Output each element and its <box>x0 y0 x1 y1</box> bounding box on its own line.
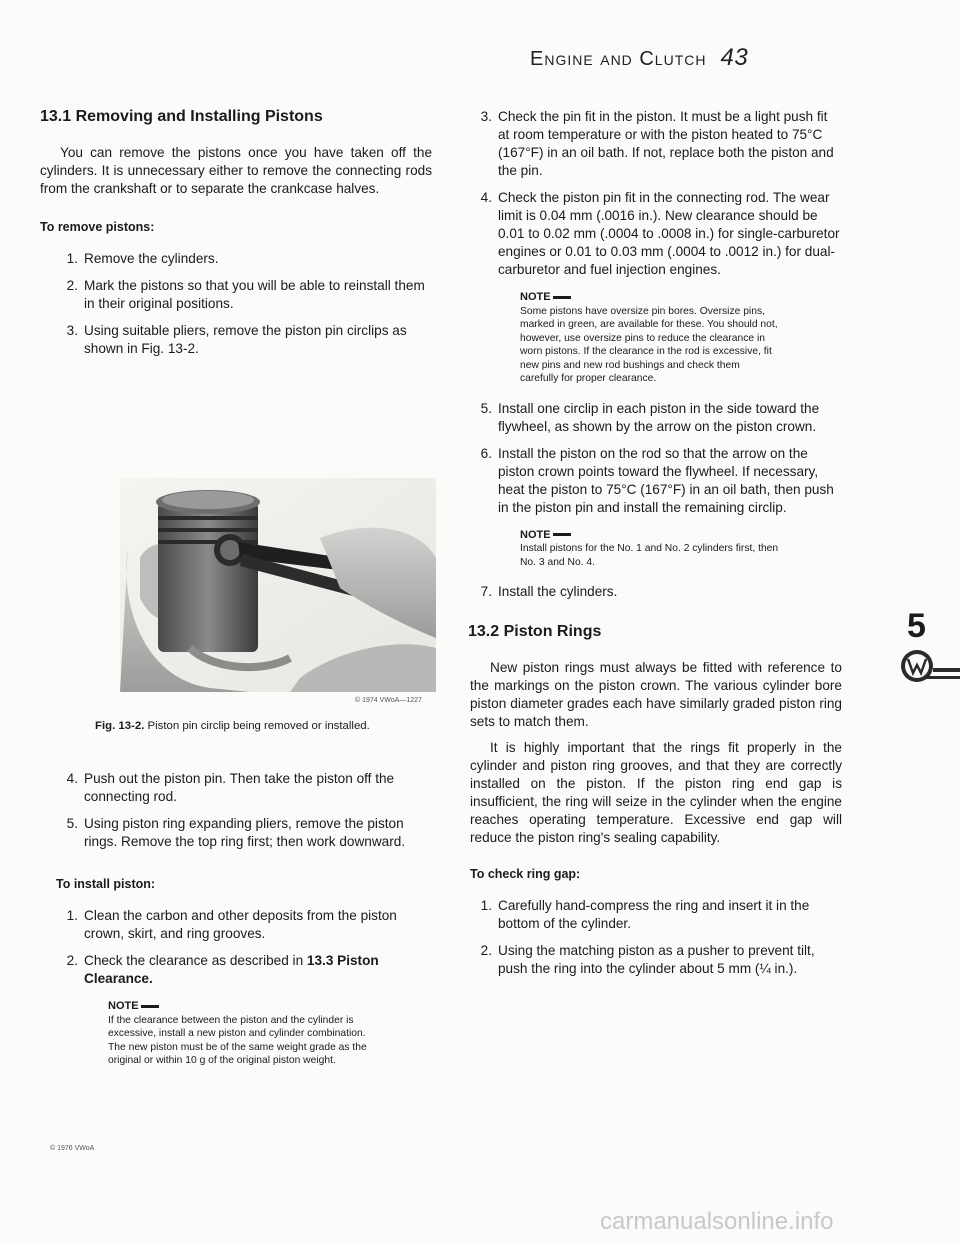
step-text: Check the pin fit in the piston. It must be a light push fit at room temperature or with the piston heated to 75°C (167°F) in an oil bath. If not, replace both the piston and the pin. <box>498 109 834 178</box>
note-text: Some pistons have oversize pin bores. Oversize pins, marked in green, are available for these. You should not, however, use oversize pins to reduce the clearance in worn pistons. If the clearance in the rod is excessive, fit new pins and new rod bushings and check them carefully for proper clearance. <box>520 305 778 384</box>
page-header <box>530 44 860 72</box>
step-text: Install the cylinders. <box>498 584 618 599</box>
list-item <box>56 907 432 943</box>
chapter-tab <box>895 607 960 692</box>
section-heading-13-2: 13.2 Piston Rings <box>468 623 602 640</box>
intro-paragraph: You can remove the pistons once you have taken off the cylinders. It is unnecessary either to remove the connecting rods from the crankshaft or to separate the crankcase halves. <box>40 145 432 196</box>
step-text: Mark the pistons so that you will be able to reinstall them in their original positions. <box>84 278 425 311</box>
list-item <box>56 250 432 268</box>
list-item <box>56 770 432 806</box>
step-text: Remove the cylinders. <box>84 251 219 266</box>
step-text: Check the piston pin fit in the connecting rod. The wear limit is 0.04 mm (.0016 in.). New clearance should be 0.01 to 0.02 mm (.0004 to .0008 in.) for single-carburetor engines or 0.01 to 0.03 mm (.0004 to .0012 in.) for dual-carburetor and fuel injection engines. <box>498 190 840 277</box>
note-box <box>108 1000 368 1068</box>
install-steps-list <box>56 907 432 988</box>
piston-illustration <box>120 478 436 692</box>
figure-label: Fig. 13-2. <box>95 720 145 732</box>
list-item <box>56 322 432 358</box>
step-number: 2. <box>480 943 492 958</box>
remove-pistons-heading: To remove pistons: <box>40 220 155 234</box>
right-steps-list-3 <box>470 583 842 601</box>
step-number: 1. <box>66 908 78 923</box>
note-label: NOTE <box>520 529 780 543</box>
section-heading-13-1: 13.1 Removing and Installing Pistons <box>40 108 323 125</box>
step-number: 1. <box>66 251 78 266</box>
list-item <box>56 277 432 313</box>
list-item <box>470 942 842 978</box>
step-number: 6. <box>480 445 492 461</box>
list-item <box>470 445 842 517</box>
note-box-oversize <box>520 291 780 386</box>
piston-rings-paragraph-2: It is highly important that the rings fit properly in the cylinder and piston ring grooves, and that they are correctly installed on the piston. If the piston ring end gap is insufficient, the ring will seize in the cylinder when the engine reaches operating temperature. Excessive end gap will reduce the piston ring's sealing capability. <box>470 740 842 845</box>
note-label: NOTE <box>520 291 780 305</box>
remove-steps-list-2 <box>56 770 432 851</box>
remove-steps-list <box>56 250 432 358</box>
list-item <box>56 815 432 851</box>
step-number: 2. <box>66 278 78 293</box>
list-item <box>470 189 842 279</box>
step-number: 5. <box>66 816 78 831</box>
step-text: Push out the piston pin. Then take the piston off the connecting rod. <box>84 771 395 804</box>
piston-rings-paragraph-1: New piston rings must always be fitted with reference to the markings on the piston crown. The various cylinder bore piston diameter grades each have similarly graded piston ring sets to match them. <box>470 660 842 729</box>
step-text: Using suitable pliers, remove the piston pin circlips as shown in Fig. 13-2. <box>84 323 407 356</box>
right-steps-list <box>470 108 842 279</box>
list-item <box>470 897 842 933</box>
step-text: Install one circlip in each piston in the side toward the flywheel, as shown by the arrow on the piston crown. <box>498 400 820 434</box>
note-label: NOTE <box>108 1000 368 1014</box>
step-number: 4. <box>480 190 492 205</box>
left-column-bottom <box>40 770 432 1082</box>
right-steps-list-2 <box>470 400 842 517</box>
note-text: Install pistons for the No. 1 and No. 2 cylinders first, then No. 3 and No. 4. <box>520 543 779 568</box>
step-number: 3. <box>480 109 492 124</box>
step-text: Install the piston on the rod so that the arrow on the piston crown points toward the flywheel. If necessary, heat the piston to 75°C (167°F) in an oil bath, then push in the piston pin and install the remaining circlip. <box>498 445 834 515</box>
step-number: 2. <box>66 953 78 968</box>
figure-caption-text: Piston pin circlip being removed or installed. <box>147 720 370 732</box>
left-column-top <box>40 108 432 370</box>
note-text: If the clearance between the piston and the cylinder is excessive, install a new piston and cylinder combination. The new piston must be of the same weight grade as the original or within 10 g of the original piston weight. <box>108 1014 367 1066</box>
vw-logo-icon <box>895 646 960 692</box>
right-column <box>470 108 842 990</box>
chapter-tab-number: 5 <box>907 607 926 645</box>
step-number: 1. <box>480 898 492 913</box>
step-number: 5. <box>480 400 492 416</box>
list-item <box>470 583 842 601</box>
chapter-title: Engine and Clutch <box>530 48 707 70</box>
note-box-install-order <box>520 529 780 570</box>
step-text <box>84 952 432 988</box>
list-item <box>470 108 842 180</box>
step-number: 3. <box>66 323 78 338</box>
step-number: 7. <box>480 584 492 599</box>
install-piston-heading: To install piston: <box>56 877 156 891</box>
step-text: Using piston ring expanding pliers, remove the piston rings. Remove the top ring first; then work downward. <box>84 816 406 849</box>
step-text: Carefully hand-compress the ring and insert it in the bottom of the cylinder. <box>498 898 810 931</box>
page-credit: © 1976 VWoA <box>50 1145 95 1152</box>
check-steps-list <box>470 897 842 978</box>
figure-credit: © 1974 VWoA—1227 <box>355 697 422 704</box>
step-text: Clean the carbon and other deposits from the piston crown, skirt, and ring grooves. <box>84 908 397 941</box>
step-number: 4. <box>66 771 78 786</box>
step-text: Using the matching piston as a pusher to prevent tilt, push the ring into the cylinder about 5 mm (¼ in.). <box>498 943 815 976</box>
page-number: 43 <box>720 44 749 71</box>
list-item <box>470 400 842 436</box>
piston-circlip-photo <box>120 478 436 692</box>
list-item <box>56 952 432 988</box>
watermark: carmanualsonline.info <box>600 1208 834 1235</box>
cross-reference: 13.3 Piston Clearance. <box>84 953 379 986</box>
check-ring-gap-heading: To check ring gap: <box>470 867 581 881</box>
figure-caption <box>95 720 435 732</box>
step-text-plain: Check the clearance as described in <box>84 953 307 968</box>
